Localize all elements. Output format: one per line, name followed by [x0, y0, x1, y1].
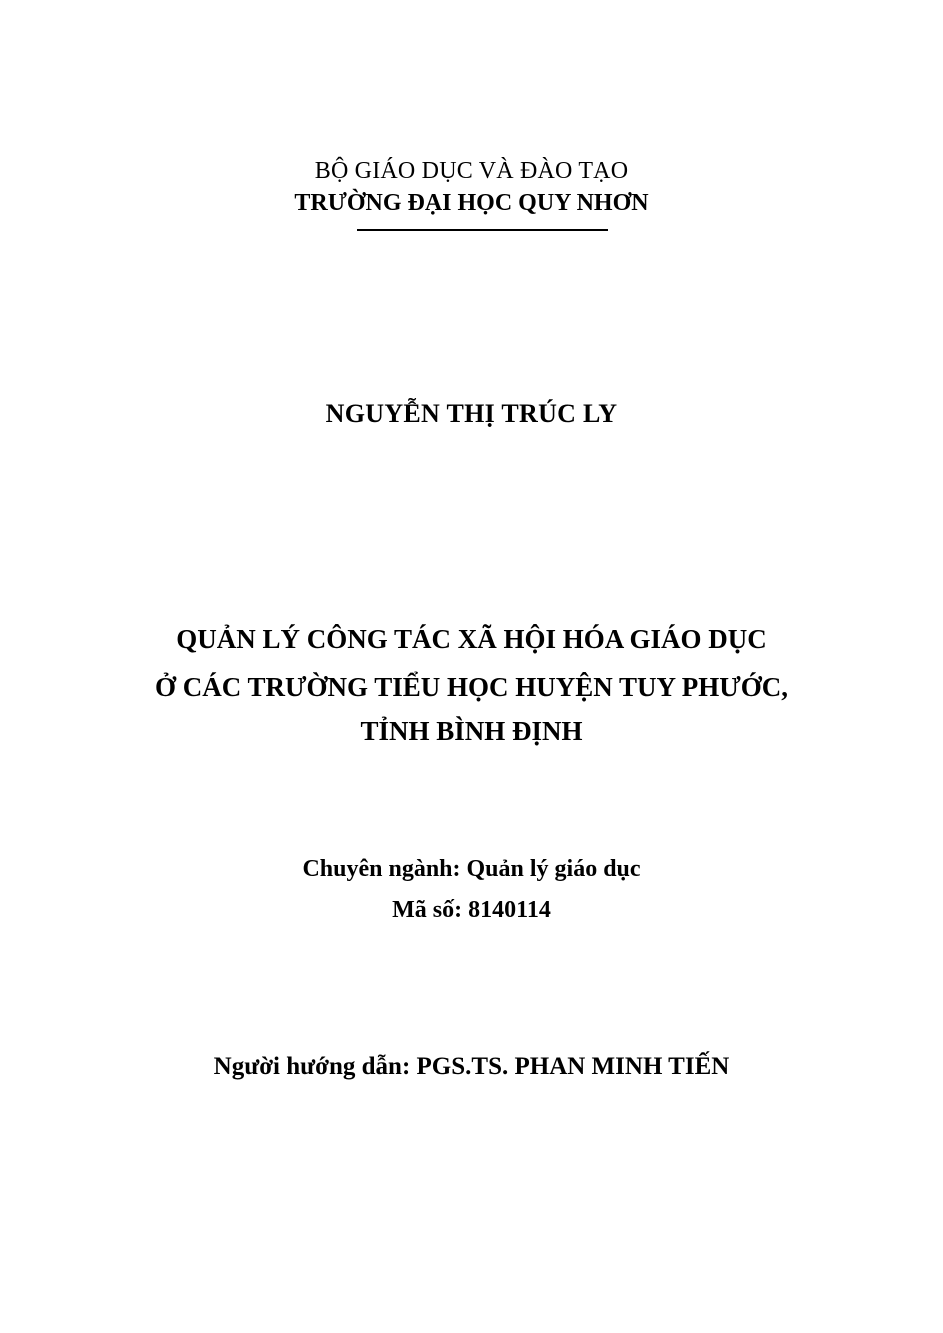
thesis-title-line-1: QUẢN LÝ CÔNG TÁC XÃ HỘI HÓA GIÁO DỤC [176, 624, 767, 654]
header-underline [357, 229, 608, 231]
thesis-title-line-3: TỈNH BÌNH ĐỊNH [360, 716, 583, 746]
supervisor-line: Người hướng dẫn: PGS.TS. PHAN MINH TIẾN [213, 1053, 730, 1080]
author-name: NGUYỄN THỊ TRÚC LY [325, 399, 618, 428]
major-code: Mã số: 8140114 [392, 897, 551, 923]
ministry-name: BỘ GIÁO DỤC VÀ ĐÀO TẠO [314, 158, 629, 184]
major-label: Chuyên ngành: Quản lý giáo dục [302, 856, 641, 882]
thesis-title-line-2: Ở CÁC TRƯỜNG TIỂU HỌC HUYỆN TUY PHƯỚC, [154, 672, 789, 702]
university-name: TRƯỜNG ĐẠI HỌC QUY NHƠN [294, 190, 649, 216]
